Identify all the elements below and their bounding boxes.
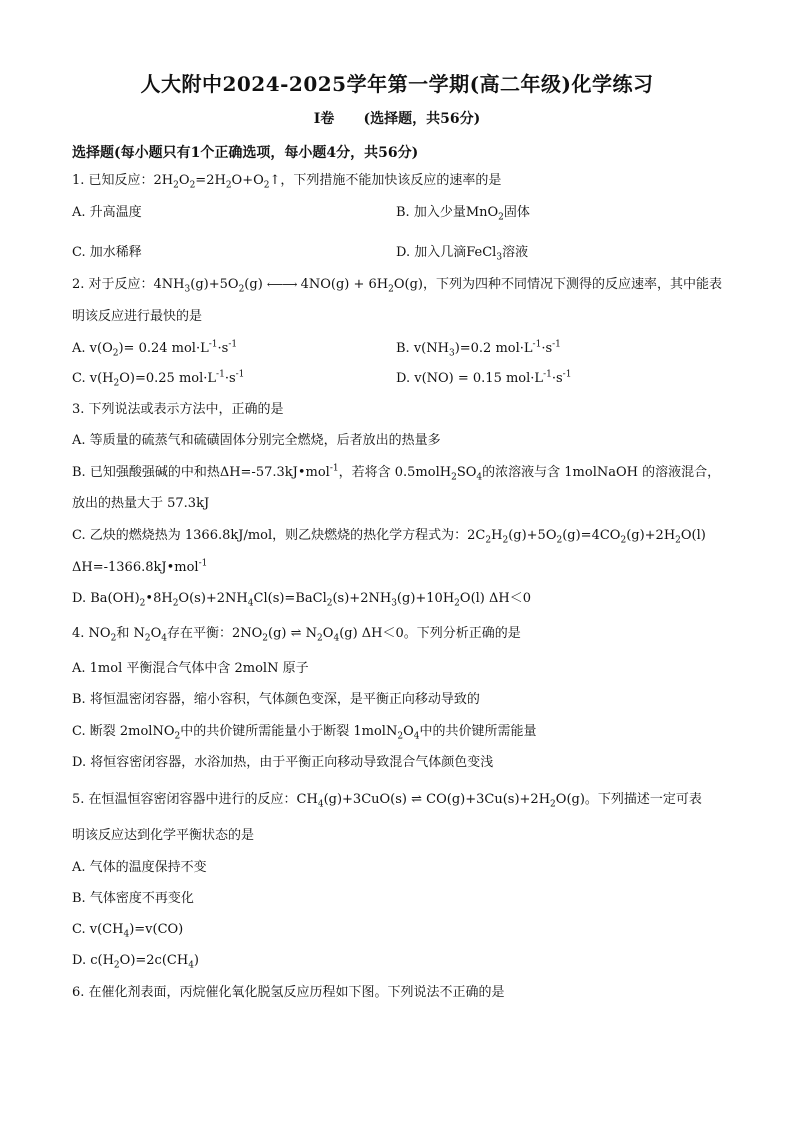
question-4-option-c: C. 断裂 2molNO$_2$中的共价键所需能量小于断裂 $1molN_2O_4$中的共价键所需能量 bbox=[72, 724, 537, 742]
question-1-stem: 1. 已知反应：$2H_2O_2=2H_2O+O_2↑$，下列措施不能加快该反应的速率的是 bbox=[72, 173, 502, 191]
question-2-option-a: A. $v(O_2)= 0.24$ $mol\cdot L^{-1}\cdot s^{-1}$ bbox=[72, 339, 238, 359]
question-4-option-d: D. 将恒容密闭容器，水浴加热，由于平衡正向移动导致混合气体颜色变浅 bbox=[72, 755, 494, 770]
question-5-stem-line1: 5. 在恒温恒容密闭容器中进行的反应：$CH_4(g)+3CuO(s)$ ⇌ $CO(g)+3Cu(s)+2H_2O(g)$。下列描述一定可表 bbox=[72, 792, 702, 810]
section-subtitle: I卷 (选择题，共56分) bbox=[313, 111, 481, 127]
question-1-option-b: B. 加入少量MnO$_2$固体 bbox=[396, 205, 530, 223]
question-5-option-c: C. $v(CH_4)=v(CO)$ bbox=[72, 922, 184, 940]
question-4-stem: 4. $NO_2$和 $N_2O_4$存在平衡：$2NO_2(g)$ ⇌ $N_2O_4(g)$ ΔH＜0。下列分析正确的是 bbox=[72, 626, 521, 644]
question-2-option-b: B. $v(NH_3)=0.2$ $mol\cdot L^{-1}\cdot s^{-1}$ bbox=[396, 339, 561, 359]
question-2-option-c: C. $v(H_2O)=0.25$ $mol\cdot L^{-1}\cdot s^{-1}$ bbox=[72, 369, 245, 389]
question-3-option-c: C. 乙炔的燃烧热为 1366.8kJ/mol，则乙炔燃烧的热化学方程式为：$2C_2H_2(g)+5O_2(g)=4CO_2(g)+2H_2O(l)$ bbox=[72, 528, 706, 546]
question-3-option-a: A. 等质量的硫蒸气和硫磺固体分别完全燃烧，后者放出的热量多 bbox=[72, 433, 441, 448]
section-heading: 选择题(每小题只有1个正确选项，每小题4分，共56分) bbox=[72, 145, 419, 161]
question-4-option-a: A. 1mol 平衡混合气体中含 2molN 原子 bbox=[72, 661, 309, 676]
question-6-stem: 6. 在催化剂表面，丙烷催化氧化脱氢反应历程如下图。下列说法不正确的是 bbox=[72, 985, 505, 1000]
equilibrium-arrow-icon: ⇌ bbox=[411, 792, 423, 807]
question-1-option-d: D. 加入几滴FeCl$_3$溶液 bbox=[396, 245, 529, 263]
question-3-stem: 3. 下列说法或表示方法中，正确的是 bbox=[72, 402, 284, 417]
question-2-stem-line1: 2. 对于反应：$4NH_3(g)+5O_2(g)$ ⟵⟶ $4NO(g) + 6H_2O(g)$，下列为四种不同情况下测得的反应速率，其中能表 bbox=[72, 277, 722, 295]
question-3-option-c-cont: ΔH=-1366.8kJ•mol$^{-1}$ bbox=[72, 558, 208, 575]
question-3-option-d: D. $Ba(OH)_2•8H_2O(s)+2NH_4Cl(s)=BaCl_2(s)+2NH_3(g)+10H_2O(l)$ ΔH＜0 bbox=[72, 591, 531, 609]
question-4-option-b: B. 将恒温密闭容器，缩小容积，气体颜色变深，是平衡正向移动导致的 bbox=[72, 692, 480, 707]
question-5-option-b: B. 气体密度不再变化 bbox=[72, 891, 194, 906]
question-1-option-a: A. 升高温度 bbox=[72, 205, 142, 220]
question-2-stem-line2: 明该反应进行最快的是 bbox=[72, 309, 203, 324]
question-5-stem-line2: 明该反应达到化学平衡状态的是 bbox=[72, 828, 255, 843]
question-5-option-a: A. 气体的温度保持不变 bbox=[72, 860, 207, 875]
page-title: 人大附中2024-2025学年第一学期(高二年级)化学练习 bbox=[140, 72, 654, 96]
question-1-option-c: C. 加水稀释 bbox=[72, 245, 142, 260]
question-5-option-d: D. $c(H_2O)=2c(CH_4)$ bbox=[72, 953, 199, 971]
question-2-option-d: D. v(NO) = 0.15 $mol\cdot L^{-1}\cdot s^{-1}$ bbox=[396, 369, 572, 386]
equilibrium-arrow-icon: ⟵⟶ bbox=[266, 278, 297, 291]
question-3-option-b: B. 已知强酸强碱的中和热ΔH=-57.3kJ•mol$^{-1}$，若将含 $0.5molH_2SO_4$的浓溶液与含 1molNaOH 的溶液混合， bbox=[72, 463, 721, 483]
question-3-option-b-cont: 放出的热量大于 57.3kJ bbox=[72, 496, 210, 511]
equilibrium-arrow-icon: ⇌ bbox=[290, 626, 302, 641]
